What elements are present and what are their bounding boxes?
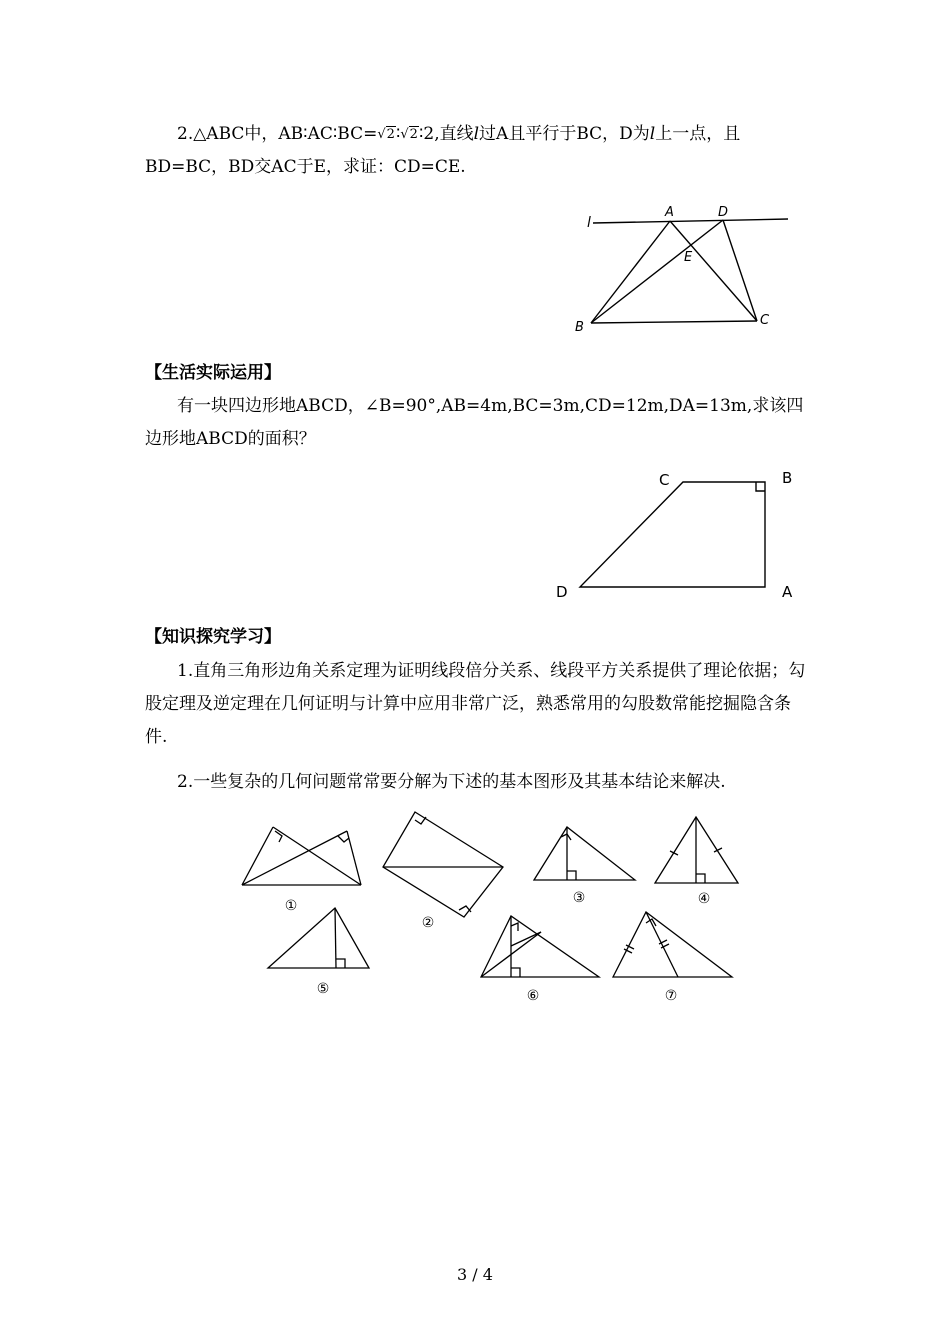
problem-2-mid: ∶2,直线	[418, 124, 474, 144]
problem-2-lead: 2.△ABC中，AB∶AC∶BC=	[177, 124, 378, 144]
basic-figure-7	[613, 912, 732, 977]
fig1-label-E: E	[684, 250, 693, 265]
fig1-label-D: D	[718, 205, 729, 220]
section-life-heading: 【生活实际运用】	[145, 363, 281, 383]
sqrt-2-a: √2	[377, 127, 395, 142]
fig3-label-7: ⑦	[664, 988, 678, 1004]
basic-figure-3	[534, 827, 635, 880]
basic-figure-2	[383, 812, 503, 917]
knowledge-item-1: 1.直角三角形边角关系定理为证明线段倍分关系、线段平方关系提供了理论依据；勾股定理及逆定理在几何证明与计算中应用非常广泛，熟悉常用的勾股数常能挖掘隐含条件.	[145, 661, 806, 747]
line-var-l-2: l	[649, 124, 656, 144]
figure-basic-shapes	[235, 805, 745, 1010]
fig3-label-3: ③	[572, 890, 586, 906]
fig2-label-B: B	[782, 469, 793, 487]
figure-parallel-line-triangle	[575, 200, 795, 340]
fig3-label-1: ①	[284, 898, 298, 914]
fig3-label-6: ⑥	[526, 988, 540, 1004]
fig1-label-A: A	[665, 205, 674, 220]
fig3-label-5: ⑤	[316, 981, 330, 997]
figure-quadrilateral	[548, 462, 808, 607]
problem-2-tail: 上一点，且BD=BC，BD交AC于E，求证：CD=CE.	[145, 124, 741, 177]
sqrt-2-b: √2	[400, 127, 418, 142]
basic-figure-1	[242, 827, 361, 885]
fig2-label-C: C	[659, 471, 670, 489]
page-number: 3 / 4	[457, 1265, 493, 1284]
problem-2-mid2: 过A且平行于BC，D为	[479, 124, 650, 144]
section-life-text: 有一块四边形地ABCD，∠B=90°,AB=4m,BC=3m,CD=12m,DA=13m,求该四边形地ABCD的面积？	[145, 396, 804, 449]
fig1-label-C: C	[760, 313, 770, 328]
problem-2-text	[145, 118, 810, 184]
basic-figure-6	[481, 916, 599, 977]
fig3-label-4: ④	[697, 891, 711, 907]
fig1-label-B: B	[575, 320, 584, 335]
fig2-label-A: A	[782, 583, 793, 601]
line-var-l: l	[473, 124, 480, 144]
ratio-separator: ∶	[395, 124, 401, 144]
fig3-label-2: ②	[421, 915, 435, 931]
knowledge-item-2: 2.一些复杂的几何问题常常要分解为下述的基本图形及其基本结论来解决.	[177, 772, 726, 792]
section-knowledge-heading: 【知识探究学习】	[145, 627, 281, 647]
fig2-label-D: D	[556, 583, 568, 601]
basic-figure-5	[268, 908, 369, 968]
basic-figure-4	[655, 817, 738, 883]
fig1-label-l: l	[587, 215, 591, 231]
